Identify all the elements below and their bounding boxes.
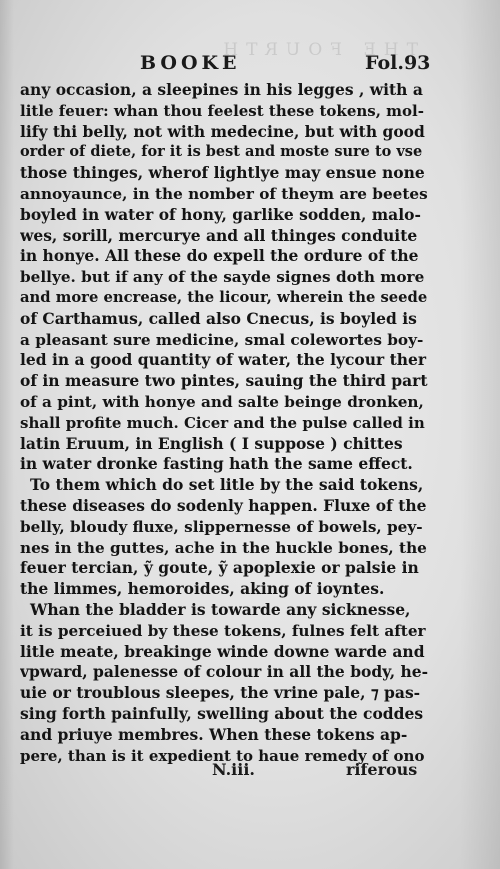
text-line: shall profite much. Cicer and the pulse called in (20, 413, 425, 432)
text-line: a pleasant sure medicine, smal colewortes boy- (20, 330, 424, 349)
text-line: it is perceiued by these tokens, fulnes felt after (20, 621, 426, 640)
page-shadow-left (0, 0, 14, 869)
page-shadow-right (460, 0, 500, 869)
text-line: in honye. All these do expell the ordure of the (20, 246, 419, 266)
text-line: uie or troublous sleepes, the vrine pale, ⁊ pas- (20, 683, 421, 703)
bleed-through-text: THE FOURTH (215, 40, 418, 60)
text-line: led in a good quantity of water, the lycour ther (20, 350, 427, 370)
text-line: litle feuer: whan thou feelest these tokens, mol- (20, 101, 424, 120)
running-header (0, 52, 500, 78)
catchword: riferous (346, 760, 418, 779)
page-footer (0, 760, 500, 782)
text-line: feuer tercian, ỹ goute, ỹ apoplexie or palsie in (20, 558, 419, 578)
text-line: of a pint, with honye and salte beinge dronken, (20, 392, 424, 411)
running-title: BOOKE (140, 52, 241, 74)
text-line: annoyaunce, in the nomber of theym are beetes (20, 184, 428, 203)
text-line: and priuye membres. When these tokens ap- (20, 724, 408, 744)
text-line: any occasion, a sleepines in his legges , with a (20, 80, 423, 99)
text-line: lify thi belly, not with medecine, but with good (20, 121, 425, 141)
text-line: belly, bloudy fluxe, slippernesse of bowels, pey- (20, 517, 423, 536)
text-line: nes in the guttes, ache in the huckle bones, the (20, 538, 427, 557)
text-line: order of diete, for it is best and moste sure to vse (20, 143, 423, 161)
text-line: the limmes, hemoroides, aking of ioyntes. (20, 579, 385, 599)
text-line: of Carthamus, called also Cnecus, is boyled is (20, 308, 417, 328)
text-line: bellye. but if any of the sayde signes doth more (20, 268, 425, 287)
text-line: litle meate, breakinge winde downe warde and (20, 641, 425, 661)
text-line: Whan the bladder is towarde any sicknesse, (30, 599, 411, 619)
body-text (20, 80, 428, 766)
signature-mark: N.iii. (212, 760, 255, 779)
text-line: pere, than is it expedient to haue remedy of ono (20, 746, 425, 765)
text-line: those thinges, wherof lightlye may ensue none (20, 163, 425, 183)
text-line: of in measure two pintes, sauing the third part (20, 371, 428, 391)
text-line: vpward, palenesse of colour in all the body, he- (20, 662, 428, 682)
text-line: wes, sorill, mercurye and all thinges conduite (20, 225, 418, 245)
folio-number: Fol.93 (365, 52, 431, 74)
text-line: in water dronke fasting hath the same effect. (20, 454, 413, 474)
text-line: latin Eruum, in English ( I suppose ) chittes (20, 433, 403, 453)
text-line: sing forth painfully, swelling about the coddes (20, 703, 424, 723)
text-line: To them which do set litle by the said tokens, (30, 475, 424, 495)
text-line: boyled in water of hony, garlike sodden, malo- (20, 204, 421, 224)
text-line: and more encrease, the licour, wherein the seede (20, 288, 428, 306)
text-line: these diseases do sodenly happen. Fluxe of the (20, 495, 427, 515)
